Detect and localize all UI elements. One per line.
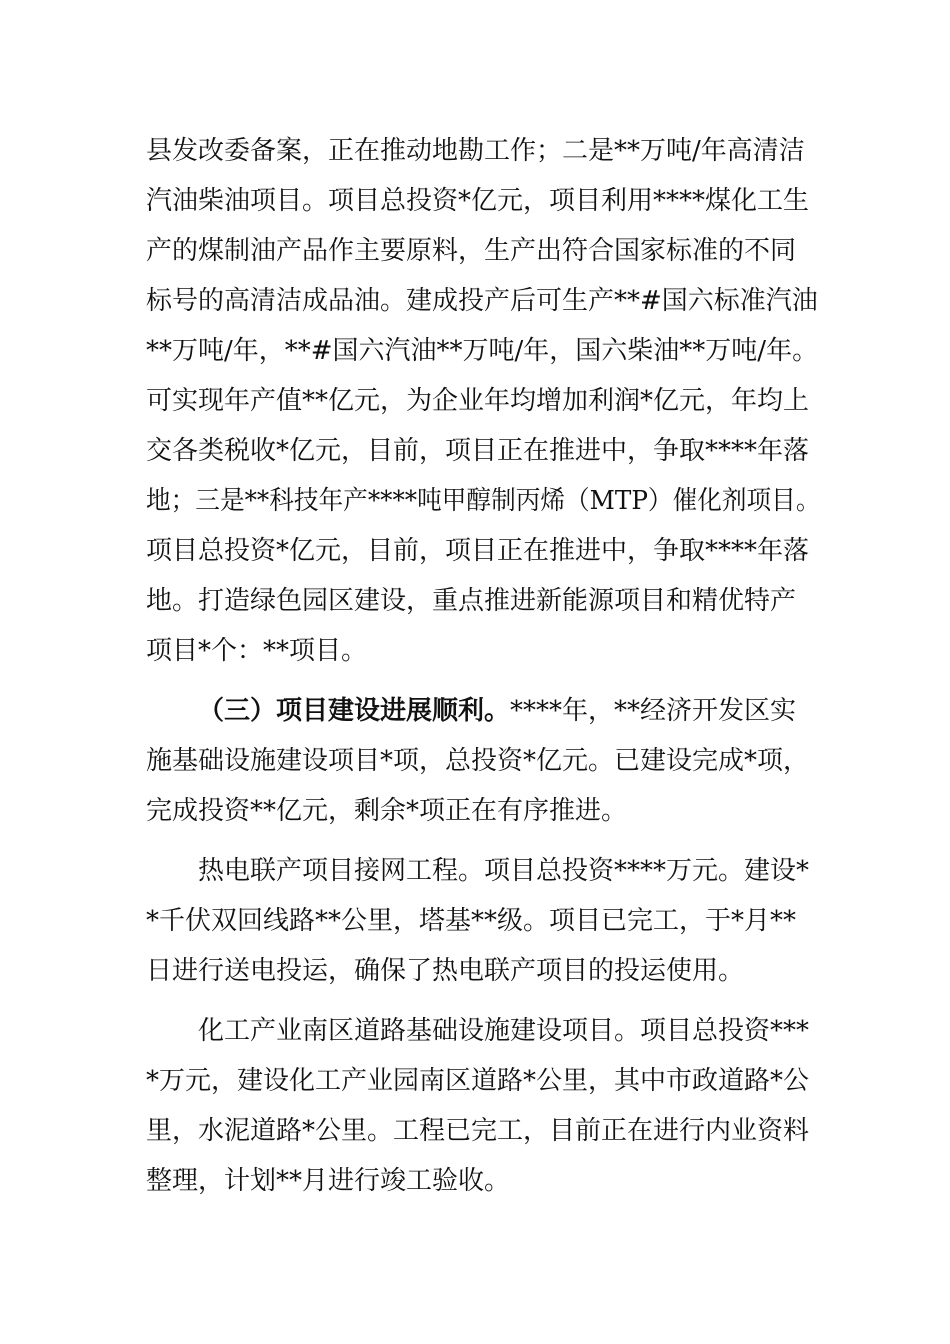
paragraph-1-line-10: 地。打造绿色园区建设，重点推进新能源项目和精优特产 [146, 586, 797, 616]
paragraph-1-line-8: 地；三是**科技年产****吨甲醇制丙烯（MTP）催化剂项目。 [146, 486, 821, 516]
paragraph-1-line-6: 可实现年产值**亿元，为企业年均增加利润*亿元，年均上 [146, 386, 810, 416]
paragraph-3-line-3: 日进行送电投运，确保了热电联产项目的投运使用。 [146, 956, 745, 986]
paragraph-1-line-3: 产的煤制油产品作主要原料，生产出符合国家标准的不同 [146, 236, 797, 266]
paragraph-1-line-7: 交各类税收*亿元，目前，项目正在推进中，争取****年落 [146, 436, 810, 466]
paragraph-1-line-4: 标号的高清洁成品油。建成投产后可生产**#国六标准汽油 [146, 286, 818, 316]
paragraph-3-line-1: 热电联产项目接网工程。项目总投资****万元。建设* [198, 856, 810, 886]
paragraph-2-line-2: 施基础设施建设项目*项，总投资*亿元。已建设完成*项， [146, 746, 810, 776]
paragraph-1-line-5: **万吨/年，**#国六汽油**万吨/年，国六柴油**万吨/年。 [146, 336, 819, 366]
paragraph-1-line-11: 项目*个：**项目。 [146, 636, 368, 666]
section-heading: （三）项目建设进展顺利。 [198, 696, 511, 726]
paragraph-1-line-2: 汽油柴油项目。项目总投资*亿元，项目利用****煤化工生 [146, 186, 810, 216]
paragraph-4-line-1: 化工产业南区道路基础设施建设项目。项目总投资*** [198, 1016, 810, 1046]
paragraph-4-line-4: 整理，计划**月进行竣工验收。 [146, 1166, 511, 1196]
paragraph-1-line-9: 项目总投资*亿元，目前，项目正在推进中，争取****年落 [146, 536, 810, 566]
paragraph-1-line-1: 县发改委备案，正在推动地勘工作；二是**万吨/年高清洁 [146, 136, 805, 166]
paragraph-2-line-1 [198, 693, 796, 729]
paragraph-2-line-3: 完成投资**亿元，剩余*项正在有序推进。 [146, 796, 628, 826]
paragraph-3-line-2: *千伏双回线路**公里，塔基**级。项目已完工，于*月** [146, 906, 797, 936]
paragraph-2-line-1-text: ****年，**经济开发区实 [510, 696, 797, 726]
paragraph-4-line-3: 里，水泥道路*公里。工程已完工，目前正在进行内业资料 [146, 1116, 810, 1146]
paragraph-4-line-2: *万元，建设化工产业园南区道路*公里，其中市政道路*公 [146, 1066, 810, 1096]
